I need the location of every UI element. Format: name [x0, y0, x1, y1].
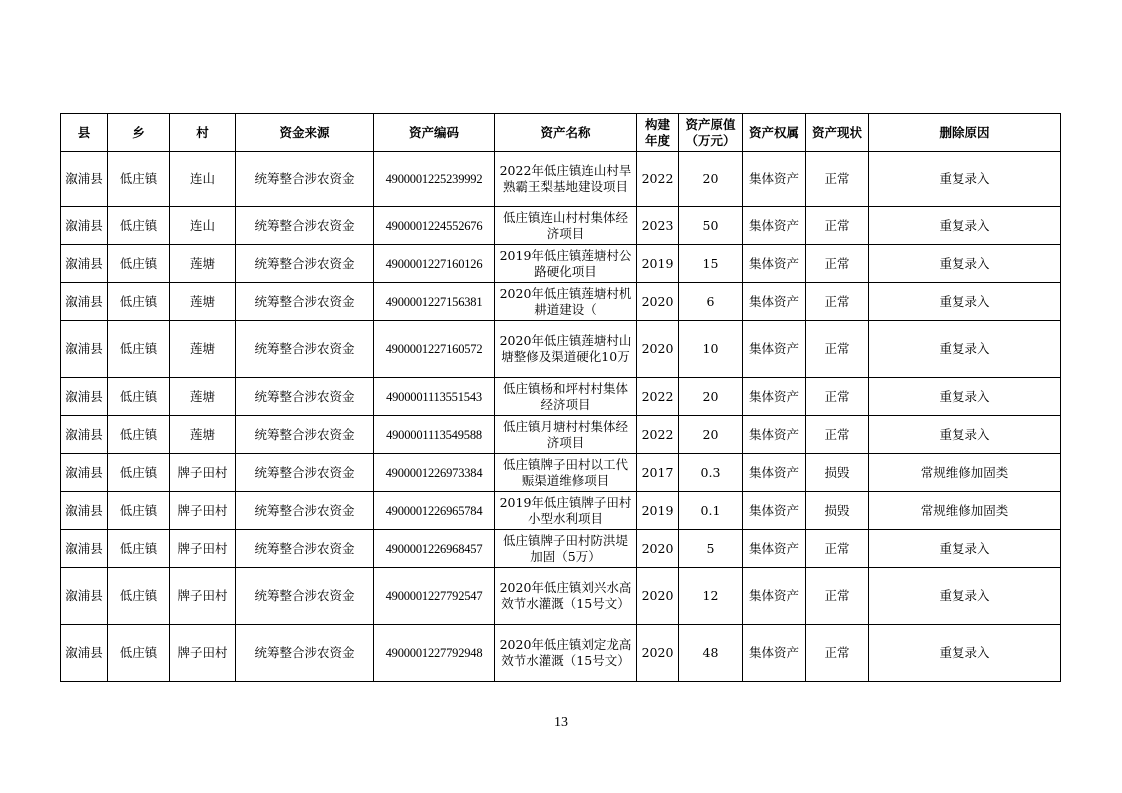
table-row — [61, 152, 1061, 207]
table-row — [61, 568, 1061, 625]
township-cell: 低庄镇 — [108, 625, 170, 682]
asset-deletion-table — [60, 113, 1061, 682]
asset-name-cell: 低庄镇杨和坪村村集体经济项目 — [495, 378, 637, 416]
delete-reason-cell: 重复录入 — [869, 152, 1061, 207]
township-cell: 低庄镇 — [108, 283, 170, 321]
original-value-cell: 6 — [679, 283, 743, 321]
village-cell: 莲塘 — [170, 245, 236, 283]
original-value-cell: 20 — [679, 378, 743, 416]
original-value-cell: 12 — [679, 568, 743, 625]
build-year-cell: 2019 — [637, 245, 679, 283]
delete-reason-cell: 重复录入 — [869, 378, 1061, 416]
asset-name-cell: 2020年低庄镇莲塘村山塘整修及渠道硬化10万 — [495, 321, 637, 378]
table-body — [61, 152, 1061, 682]
ownership-cell: 集体资产 — [743, 152, 806, 207]
table-row — [61, 625, 1061, 682]
township-cell: 低庄镇 — [108, 378, 170, 416]
ownership-cell: 集体资产 — [743, 568, 806, 625]
village-cell: 连山 — [170, 207, 236, 245]
asset-code-cell: 4900001227156381 — [374, 283, 495, 321]
fund-source-cell: 统筹整合涉农资金 — [236, 568, 374, 625]
status-cell: 正常 — [806, 283, 869, 321]
township-cell: 低庄镇 — [108, 416, 170, 454]
village-cell: 莲塘 — [170, 378, 236, 416]
original-value-cell: 20 — [679, 152, 743, 207]
county-cell: 溆浦县 — [61, 625, 108, 682]
build-year-cell: 2022 — [637, 416, 679, 454]
original-value-cell: 10 — [679, 321, 743, 378]
header-original-value: 资产原值（万元） — [679, 114, 743, 152]
original-value-cell: 48 — [679, 625, 743, 682]
status-cell: 正常 — [806, 152, 869, 207]
delete-reason-cell: 重复录入 — [869, 245, 1061, 283]
build-year-cell: 2020 — [637, 530, 679, 568]
asset-code-cell: 4900001227792948 — [374, 625, 495, 682]
village-cell: 莲塘 — [170, 283, 236, 321]
asset-name-cell: 2019年低庄镇莲塘村公路硬化项目 — [495, 245, 637, 283]
page-number: 13 — [554, 715, 568, 730]
delete-reason-cell: 重复录入 — [869, 207, 1061, 245]
ownership-cell: 集体资产 — [743, 321, 806, 378]
asset-name-cell: 低庄镇连山村村集体经济项目 — [495, 207, 637, 245]
asset-name-cell: 2020年低庄镇刘兴水高效节水灌溉（15号文） — [495, 568, 637, 625]
status-cell: 正常 — [806, 530, 869, 568]
table-row — [61, 416, 1061, 454]
table-row — [61, 245, 1061, 283]
asset-code-cell: 4900001226968457 — [374, 530, 495, 568]
village-cell: 牌子田村 — [170, 492, 236, 530]
delete-reason-cell: 常规维修加固类 — [869, 454, 1061, 492]
county-cell: 溆浦县 — [61, 530, 108, 568]
table-header-row — [61, 114, 1061, 152]
table-row — [61, 321, 1061, 378]
fund-source-cell: 统筹整合涉农资金 — [236, 152, 374, 207]
table-row — [61, 283, 1061, 321]
asset-name-cell: 低庄镇月塘村村集体经济项目 — [495, 416, 637, 454]
ownership-cell: 集体资产 — [743, 283, 806, 321]
ownership-cell: 集体资产 — [743, 378, 806, 416]
table-row — [61, 378, 1061, 416]
asset-code-cell: 4900001227160126 — [374, 245, 495, 283]
table-row — [61, 530, 1061, 568]
asset-name-cell: 2022年低庄镇连山村旱熟霸王梨基地建设项目 — [495, 152, 637, 207]
status-cell: 正常 — [806, 378, 869, 416]
header-asset-code: 资产编码 — [374, 114, 495, 152]
status-cell: 损毁 — [806, 492, 869, 530]
asset-name-cell: 低庄镇牌子田村防洪堤加固（5万） — [495, 530, 637, 568]
village-cell: 牌子田村 — [170, 568, 236, 625]
fund-source-cell: 统筹整合涉农资金 — [236, 416, 374, 454]
build-year-cell: 2017 — [637, 454, 679, 492]
status-cell: 正常 — [806, 625, 869, 682]
delete-reason-cell: 重复录入 — [869, 416, 1061, 454]
header-fund-source: 资金来源 — [236, 114, 374, 152]
delete-reason-cell: 重复录入 — [869, 283, 1061, 321]
asset-code-cell: 4900001227792547 — [374, 568, 495, 625]
village-cell: 牌子田村 — [170, 530, 236, 568]
build-year-cell: 2019 — [637, 492, 679, 530]
status-cell: 正常 — [806, 245, 869, 283]
village-cell: 连山 — [170, 152, 236, 207]
county-cell: 溆浦县 — [61, 283, 108, 321]
build-year-cell: 2022 — [637, 152, 679, 207]
build-year-cell: 2020 — [637, 625, 679, 682]
asset-code-cell: 4900001226965784 — [374, 492, 495, 530]
county-cell: 溆浦县 — [61, 378, 108, 416]
original-value-cell: 15 — [679, 245, 743, 283]
header-build-year: 构建年度 — [637, 114, 679, 152]
delete-reason-cell: 重复录入 — [869, 568, 1061, 625]
fund-source-cell: 统筹整合涉农资金 — [236, 378, 374, 416]
original-value-cell: 0.1 — [679, 492, 743, 530]
asset-code-cell: 4900001113551543 — [374, 378, 495, 416]
county-cell: 溆浦县 — [61, 245, 108, 283]
header-village: 村 — [170, 114, 236, 152]
build-year-cell: 2023 — [637, 207, 679, 245]
ownership-cell: 集体资产 — [743, 492, 806, 530]
asset-code-cell: 4900001226973384 — [374, 454, 495, 492]
asset-name-cell: 2020年低庄镇刘定龙高效节水灌溉（15号文） — [495, 625, 637, 682]
fund-source-cell: 统筹整合涉农资金 — [236, 625, 374, 682]
village-cell: 莲塘 — [170, 416, 236, 454]
asset-code-cell: 4900001224552676 — [374, 207, 495, 245]
status-cell: 正常 — [806, 416, 869, 454]
county-cell: 溆浦县 — [61, 416, 108, 454]
table-row — [61, 207, 1061, 245]
township-cell: 低庄镇 — [108, 321, 170, 378]
county-cell: 溆浦县 — [61, 454, 108, 492]
fund-source-cell: 统筹整合涉农资金 — [236, 492, 374, 530]
asset-name-cell: 2020年低庄镇莲塘村机耕道建设（ — [495, 283, 637, 321]
header-status: 资产现状 — [806, 114, 869, 152]
township-cell: 低庄镇 — [108, 492, 170, 530]
original-value-cell: 20 — [679, 416, 743, 454]
delete-reason-cell: 重复录入 — [869, 530, 1061, 568]
ownership-cell: 集体资产 — [743, 207, 806, 245]
township-cell: 低庄镇 — [108, 152, 170, 207]
build-year-cell: 2022 — [637, 378, 679, 416]
asset-code-cell: 4900001227160572 — [374, 321, 495, 378]
asset-code-cell: 4900001113549588 — [374, 416, 495, 454]
build-year-cell: 2020 — [637, 321, 679, 378]
county-cell: 溆浦县 — [61, 492, 108, 530]
fund-source-cell: 统筹整合涉农资金 — [236, 454, 374, 492]
original-value-cell: 5 — [679, 530, 743, 568]
status-cell: 正常 — [806, 568, 869, 625]
ownership-cell: 集体资产 — [743, 530, 806, 568]
delete-reason-cell: 常规维修加固类 — [869, 492, 1061, 530]
header-asset-name: 资产名称 — [495, 114, 637, 152]
asset-code-cell: 4900001225239992 — [374, 152, 495, 207]
fund-source-cell: 统筹整合涉农资金 — [236, 530, 374, 568]
ownership-cell: 集体资产 — [743, 454, 806, 492]
header-township: 乡 — [108, 114, 170, 152]
delete-reason-cell: 重复录入 — [869, 321, 1061, 378]
village-cell: 莲塘 — [170, 321, 236, 378]
township-cell: 低庄镇 — [108, 454, 170, 492]
build-year-cell: 2020 — [637, 283, 679, 321]
township-cell: 低庄镇 — [108, 568, 170, 625]
delete-reason-cell: 重复录入 — [869, 625, 1061, 682]
status-cell: 正常 — [806, 207, 869, 245]
fund-source-cell: 统筹整合涉农资金 — [236, 207, 374, 245]
original-value-cell: 0.3 — [679, 454, 743, 492]
village-cell: 牌子田村 — [170, 454, 236, 492]
county-cell: 溆浦县 — [61, 207, 108, 245]
township-cell: 低庄镇 — [108, 207, 170, 245]
asset-name-cell: 低庄镇牌子田村以工代赈渠道维修项目 — [495, 454, 637, 492]
fund-source-cell: 统筹整合涉农资金 — [236, 283, 374, 321]
county-cell: 溆浦县 — [61, 568, 108, 625]
ownership-cell: 集体资产 — [743, 625, 806, 682]
ownership-cell: 集体资产 — [743, 245, 806, 283]
table-row — [61, 492, 1061, 530]
ownership-cell: 集体资产 — [743, 416, 806, 454]
township-cell: 低庄镇 — [108, 245, 170, 283]
fund-source-cell: 统筹整合涉农资金 — [236, 245, 374, 283]
build-year-cell: 2020 — [637, 568, 679, 625]
status-cell: 正常 — [806, 321, 869, 378]
status-cell: 损毁 — [806, 454, 869, 492]
table-row — [61, 454, 1061, 492]
header-ownership: 资产权属 — [743, 114, 806, 152]
township-cell: 低庄镇 — [108, 530, 170, 568]
asset-name-cell: 2019年低庄镇牌子田村小型水利项目 — [495, 492, 637, 530]
county-cell: 溆浦县 — [61, 321, 108, 378]
county-cell: 溆浦县 — [61, 152, 108, 207]
header-delete-reason: 删除原因 — [869, 114, 1061, 152]
original-value-cell: 50 — [679, 207, 743, 245]
fund-source-cell: 统筹整合涉农资金 — [236, 321, 374, 378]
header-county: 县 — [61, 114, 108, 152]
village-cell: 牌子田村 — [170, 625, 236, 682]
